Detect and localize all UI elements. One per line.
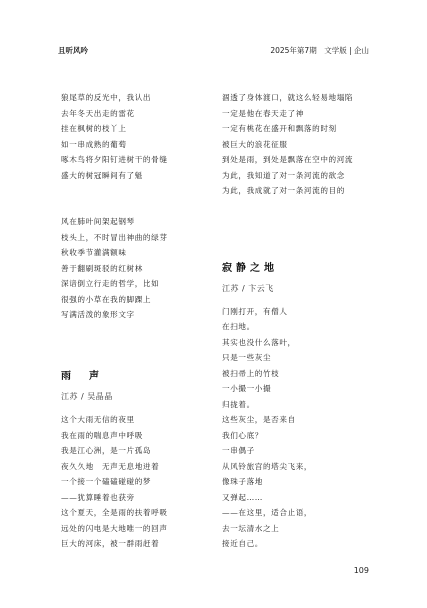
poem2-continuation: [222, 90, 370, 199]
poem-line: 这些灰尘，是否来自: [222, 415, 296, 424]
poem3: [222, 261, 370, 552]
poem-line: 其实也没什么落叶，: [222, 337, 296, 347]
poem-line: 到处是雨，到处是飘落在空中的河流: [222, 155, 354, 164]
poem-line: 远处的闪电是大地唯一的回声: [61, 523, 168, 533]
page-number: 109: [353, 566, 369, 575]
poem2: [61, 369, 209, 552]
stanza-gap: [61, 183, 209, 199]
poem-line: 门刚打开，有僧人: [222, 306, 288, 316]
poem-line: 一串偶子: [222, 446, 255, 455]
poem-line: 一个接一个磕磕碰碰的梦: [61, 477, 152, 486]
poem-line: 归拢着。: [222, 399, 255, 409]
left-column: [61, 90, 209, 552]
page-header: [58, 44, 369, 56]
poem-line: 去一坛清水之上: [222, 523, 280, 533]
poem-line: 接近自己。: [222, 539, 263, 548]
right-column: [222, 90, 370, 552]
poem-line: 涸透了身体渡口，就这么轻易地塌陷: [222, 93, 354, 102]
poem-line: 一小撮一小撮: [222, 384, 272, 393]
poem-title: 雨 声: [61, 371, 103, 382]
poem-line: 这个夏天，全是雨的扶着呼吸: [61, 508, 168, 517]
stanza-gap: [61, 199, 209, 215]
poem-line: 为此，我成就了对一条河流的目的: [222, 186, 345, 195]
poem-line: 又弹起……: [222, 492, 263, 502]
poem-line: 为此，我知道了对一条河流的欲念: [222, 170, 345, 180]
column-name: 且听风吟: [58, 45, 88, 55]
poem-line: 我在雨的喘息声中呼吸: [61, 430, 143, 440]
poem-line: 像珠子落地: [222, 477, 263, 486]
poem-line: 枝头上，不时冒出神曲的绿芽: [61, 232, 168, 242]
poem-line: 一定有桃花在盛开和飘落的时刻: [222, 124, 337, 133]
poem1-continuation: [61, 90, 209, 183]
issue-info: 2025年第7期 文学版 | 企山: [270, 45, 369, 55]
poem-line: 狼尾草的反光中，我认出: [61, 93, 152, 102]
poem-line: 被巨大的浪花征服: [222, 139, 288, 149]
poem-line: 夜久久地 无声无息地迸着: [61, 461, 160, 471]
poem-line: 啄木鸟将夕阳钉进树干的骨缝: [61, 155, 168, 164]
poem-line: 风在肺叶间架起钢琴: [61, 217, 135, 226]
poem-line: 很强的小草在我的脚踝上: [61, 294, 152, 304]
poem-line: 挂在枫树的枝丫上: [61, 124, 127, 133]
poem-line: 善于翻刷斑驳的红树林: [61, 263, 143, 273]
poem-line: 我是江心洲，是一片孤岛: [61, 446, 152, 455]
stanza-gap: [61, 323, 209, 339]
poem-line: 盛大的树冠瞬间有了魁: [61, 170, 143, 180]
stanza-gap: [222, 245, 370, 261]
stanza-gap: [61, 354, 209, 370]
poem-line: 写满活泼的象形文字: [61, 310, 135, 319]
poem-line: 巨大的河床，被一群雨赶着: [61, 539, 160, 548]
stanza-gap: [222, 199, 370, 215]
poem-line: 秋收季节灌满额味: [61, 248, 127, 257]
poem-title: 寂静之地: [222, 262, 278, 274]
poem-line: 这个大雨无信的夜里: [61, 415, 135, 424]
poem-line: 一定是他在春天走了神: [222, 108, 304, 118]
poem-author: 江苏 / 卞云飞: [222, 283, 274, 293]
stanza-gap: [61, 338, 209, 354]
stanza-gap: [222, 230, 370, 246]
poem-line: 我们心底？: [222, 430, 263, 440]
poem-line: 从风铃旅宫的塔尖飞来，: [222, 461, 313, 471]
poem-line: 只是一些灰尘: [222, 353, 272, 362]
poem-line: 深谙倒立行走的哲学，比如: [61, 279, 160, 288]
poem1-stanza-2: [61, 214, 209, 323]
poem-line: 在扫地。: [222, 322, 255, 331]
poem-line: 被扫帚上的竹枝: [222, 368, 280, 378]
poem-line: ——犹算睡着也获旁: [61, 492, 135, 502]
stanza-gap: [222, 214, 370, 230]
poem-line: 去年冬天出走的雷花: [61, 108, 135, 118]
poem-line: ——在这里，适合止语，: [222, 508, 313, 517]
poem-line: 如一串成熟的葡萄: [61, 139, 127, 149]
poem-author: 江苏 / 吴晶晶: [61, 392, 113, 401]
